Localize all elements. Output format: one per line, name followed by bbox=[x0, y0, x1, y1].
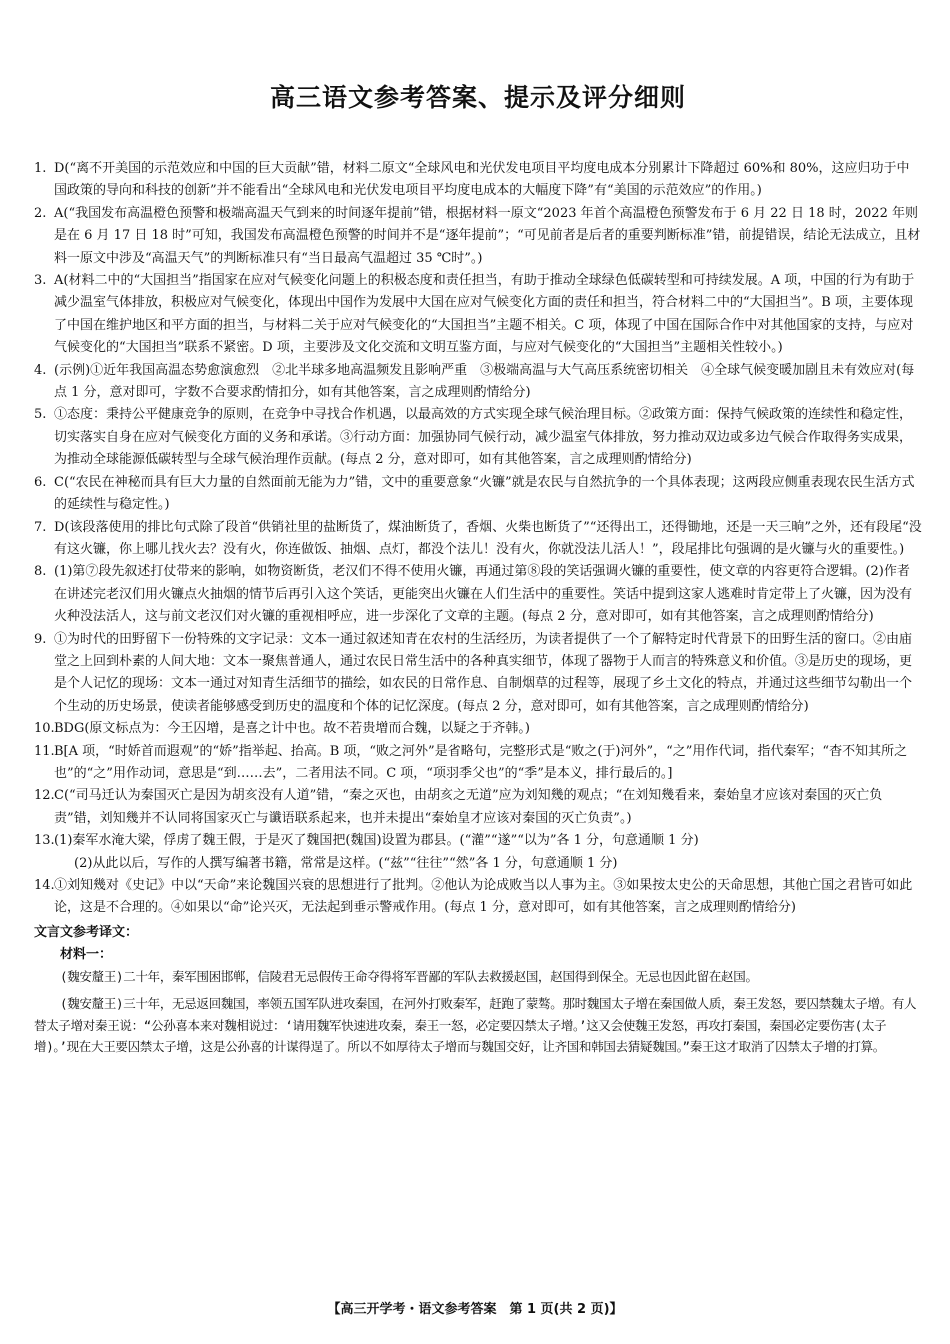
answer-number: 7. bbox=[34, 519, 47, 535]
answer-text: (1)第⑦段先叙述打仗带来的影响，如物资断货，老汉们不得不使用火镰，再通过第⑧段的笑话强调火镰的重要性，使文章的内容更符合逻辑。(2)作者在讲述完老汉们用火镰点火抽烟的情节后再引入这个笑话，更能突出火镰在人们生活中的重要性。笑话中提到这家人逃难时肯定带上了火镰，因为没有火种没法活人，这与前文老汉们对火镰的重视相呼应，进一步深化了文章的主题。(每点 2 分，意对即可，如有其他答案，言之成理则酌情给分) bbox=[54, 564, 913, 625]
answer-number: 4. bbox=[34, 362, 47, 378]
answer-number: 8. bbox=[34, 564, 47, 580]
answer-number: 9. bbox=[34, 631, 47, 647]
answer-text: C(“司马迁认为秦国灭亡是因为胡亥没有人道”错，“秦之灭也，由胡亥之无道”应为刘知幾的观点；“在刘知幾看来，秦始皇才应该对秦国的灭亡负责”错，刘知幾并不认同将国家灭亡与谶语联系起来，也并未提出“秦始皇才应该对秦国的灭亡负责”。) bbox=[54, 788, 883, 826]
translation-paragraph: (魏安釐王)二十年，秦军围困邯郸，信陵君无忌假传王命夺得将军晋鄙的军队去救援赵国，赵国得到保全。无忌也因此留在赵国。 bbox=[60, 968, 758, 984]
answer-item bbox=[34, 360, 922, 405]
answer-text: (示例)①近年我国高温态势愈演愈烈 ②北半球多地高温频发且影响严重 ③极端高温与大气高压系统密切相关 ④全球气候变暖加剧且未有效应对(每点 1 分，意对即可，字数不合要求酌情扣分，如有其他答案，言之成理则酌情给分) bbox=[54, 362, 915, 401]
answer-number: 14. bbox=[34, 878, 55, 893]
answer-item bbox=[34, 875, 922, 920]
answer-item bbox=[34, 270, 922, 360]
material-title: 材料一： bbox=[60, 946, 113, 962]
translation-heading: 文言文参考译文： bbox=[34, 924, 139, 940]
answer-item bbox=[34, 203, 922, 270]
answer-item bbox=[34, 158, 922, 203]
answer-number: 12. bbox=[34, 788, 55, 804]
answer-item bbox=[34, 785, 922, 830]
translation-paragraph: (魏安釐王)三十年，无忌返回魏国，率领五国军队进攻秦国，在河外打败秦军，赶跑了蒙骜。那时魏国太子增在秦国做人质，秦王发怒，要囚禁魏太子增。有人替太子增对秦王说：“公孙喜本来对魏相说过：‘请用魏军快速进攻秦，秦王一怒，必定要囚禁太子增。’这又会使魏王发怒，再攻打秦国，秦国必定要伤害(太子增)。’现在大王要囚禁太子增，这是公孙喜的计谋得逞了。所以不如厚待太子增而与魏国交好，让齐国和韩国去猜疑魏国。”秦王这才取消了囚禁太子增的打算。 bbox=[34, 996, 917, 1055]
answer-text: ①刘知幾对《史记》中以“天命”来论魏国兴衰的思想进行了批判。②他认为论成败当以人事为主。③如果按太史公的天命思想，其他亡国之君皆可如此论，这是不合理的。④如果以“命”论兴灭，无法起到垂示警戒作用。(每点 1 分，意对即可，如有其他答案，言之成理则酌情给分) bbox=[54, 878, 913, 916]
answer-item bbox=[34, 629, 922, 719]
answer-item bbox=[34, 561, 922, 628]
answer-item bbox=[34, 718, 922, 740]
answer-text: B[A 项，“时娇首而遐观”的“娇”指举起、抬高。B 项，“败之河外”是省略句，完整形式是“败之(于)河外”，“之”用作代词，指代秦军；“杳不知其所之也”的“之”用作动词，意思是“到……去”，二者用法不同。C 项，“项羽季父也”的“季”是本义，排行最后的。] bbox=[54, 743, 908, 781]
answer-item bbox=[34, 517, 922, 562]
answer-text: BDG(原文标点为：今王囚增，是喜之计中也。故不若贵增而合魏，以疑之于齐韩。) bbox=[54, 721, 531, 737]
answer-list bbox=[34, 158, 922, 920]
answer-number: 5. bbox=[34, 407, 47, 423]
answer-text: ①为时代的田野留下一份特殊的文字记录：文本一通过叙述知青在农村的生活经历，为读者提供了一个了解特定时代背景下的田野生活的窗口。②由庙堂之上回到朴素的人间大地：文本一聚焦普通人，通过农民日常生活中的各种真实细节，体现了器物于人而言的特殊意义和价值。③是历史的现场，更是个人记忆的现场：文本一通过对知青生活细节的描绘，如农民的日常作息、自制烟草的过程等，展现了乡土文化的特点，并通过这些细节勾勒出一个个生动的历史场景，使读者能够感受到历史的温度和个体的记忆深度。(每点 2 分，意对即可，如有其他答案，言之成理则酌情给分) bbox=[54, 631, 913, 714]
answer-number: 3. bbox=[34, 273, 47, 289]
page-title: 高三语文参考答案、提示及评分细则 bbox=[269, 83, 686, 112]
answer-item bbox=[34, 741, 922, 786]
answer-number: 2. bbox=[34, 205, 47, 221]
answer-text: ①态度：秉持公平健康竞争的原则，在竞争中寻找合作机遇，以最高效的方式实现全球气候治理目标。②政策方面：保持气候政策的连续性和稳定性，切实落实自身在应对气候变化方面的义务和承诺。③行动方面：加强协同气候行动，减少温室气体排放，努力推动双边或多边气候合作取得务实成果，为推动全球能源低碳转型与全球气候治理作贡献。(每点 2 分，意对即可，如有其他答案，言之成理则酌情给分) bbox=[54, 407, 913, 468]
answer-text: A(材料二中的“大国担当”指国家在应对气候变化问题上的积极态度和责任担当，有助于推动全球绿色低碳转型和可持续发展。A 项，中国的行为有助于减少温室气体排放，积极应对气候变化，体现出中国作为发展中大国在应对气候变化方面的责任和担当，符合材料二中的“大国担当”。B 项，主要体现了中国在维护地区和平方面的担当，与材料二关于应对气候变化的“大国担当”主题不相关。C 项，体现了中国在国际合作中对其他国家的支持，与应对气候变化的“大国担当”联系不紧密。D 项，主要涉及文化交流和文明互鉴方面，与应对气候变化的“大国担当”主题相关性较小。) bbox=[54, 273, 915, 356]
answer-text: C(“农民在神秘而具有巨大力量的自然面前无能为力”错，文中的重要意象“火镰”就是农民与自然抗争的一个具体表现；这两段应侧重表现农民生活方式的延续性与稳定性。) bbox=[54, 474, 915, 513]
answer-item bbox=[34, 404, 922, 471]
answer-text: D(该段落使用的排比句式除了段首“供销社里的盐断货了，煤油断货了，香烟、火柴也断货了”“还得出工，还得锄地，还是一天三晌”之外，还有段尾“没有这火镰，你上哪儿找火去？没有火，你连做饭、抽烟、点灯，都没个法儿！没有火，你就没法儿活人！”，段尾排比句强调的是火镰与火的重要性。) bbox=[54, 519, 922, 557]
answer-number: 6. bbox=[34, 474, 47, 490]
answer-number: 10. bbox=[34, 721, 55, 737]
answer-subpart: (2)从此以后，写作的人撰写编著书籍，常常是这样。(“兹”“往往”“然”各 1 分，句意通顺 1 分) bbox=[74, 855, 618, 871]
answer-text: D(“离不开美国的示范效应和中国的巨大贡献”错，材料二原文“全球风电和光伏发电项目平均度电成本分别累计下降超过 60%和 80%，这应归功于中国政策的导向和科技的创新”并不能看出“全球风电和光伏发电项目平均度电成本的大幅度下降”有“美国的示范效应”的作用。) bbox=[54, 161, 910, 199]
answer-item bbox=[34, 830, 922, 875]
answer-text: A(“我国发布高温橙色预警和极端高温天气到来的时间逐年提前”错，根据材料一原文“2023 年首个高温橙色预警发布于 6 月 22 日 18 时，2022 年则是在 6 月 17 日 18 时”可知，我国发布高温橙色预警的时间并不是“逐年提前”；“可见前者是后者的重要判断标准”错，前提错误，结论无法成立，且材料一原文中涉及“高温天气”的判断标准只有“当日最高气温超过 35 ℃时”。) bbox=[54, 205, 921, 266]
answer-number: 13. bbox=[34, 833, 55, 849]
translation-body bbox=[34, 966, 922, 1058]
answer-number: 1. bbox=[34, 161, 47, 176]
page-footer: 【高三开学考・语文参考答案 第 1 页(共 2 页)】 bbox=[327, 1302, 623, 1317]
answer-text: (1)秦军水淹大梁，俘虏了魏王假，于是灭了魏国把(魏国)设置为郡县。(“灌”“遂”“以为”各 1 分，句意通顺 1 分) bbox=[54, 833, 699, 849]
answer-number: 11. bbox=[34, 743, 55, 759]
answer-item bbox=[34, 472, 922, 517]
